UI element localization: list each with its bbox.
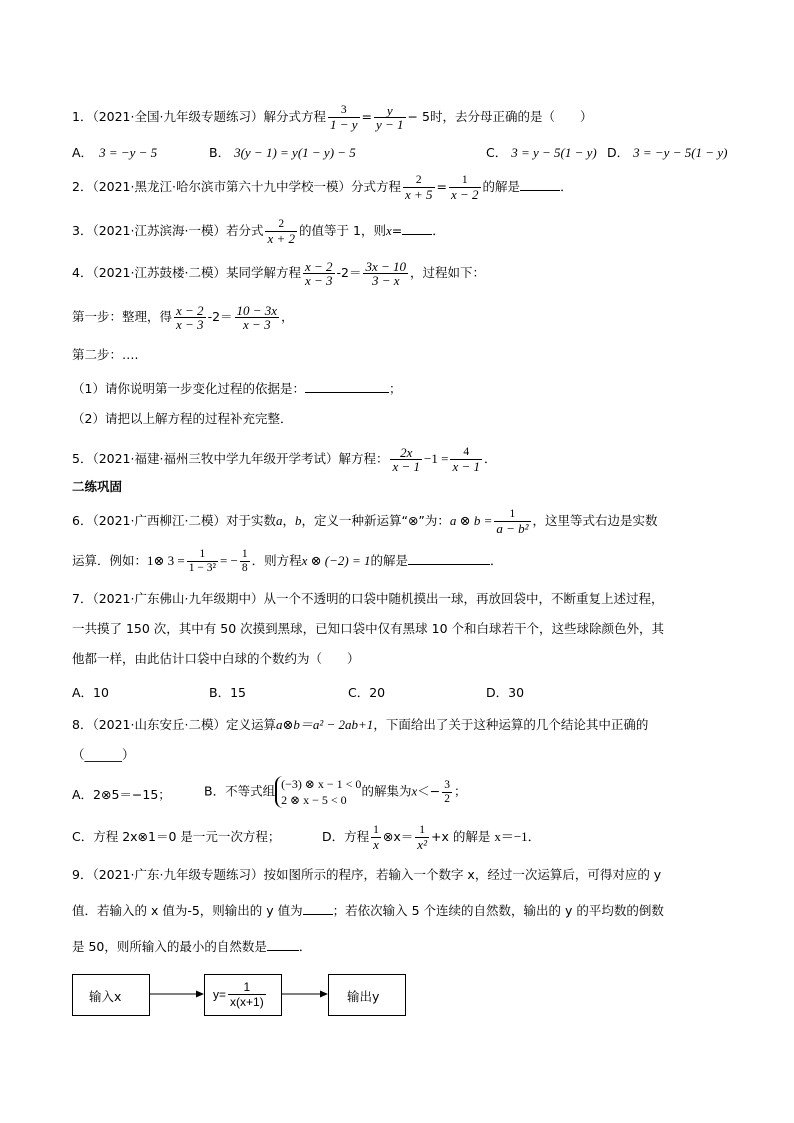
q6-line1: 6．（2021·广西柳江·二模）对于实数a，b，定义一种新运算“⊗”为：a ⊗ b = $\frac{1}{\text{a − b²}}$ ，这里等式右边是实数 [72,508,658,536]
flow-formula-frac: $\frac{1}{x(x+1)}$ [230,980,264,1009]
q7-option-d: D．30 [486,685,525,700]
q4-sub1-blank[interactable] [305,380,389,393]
q8-inequality-system: (−3) ⊗ x − 1 < 0 2 ⊗ x − 5 < 0 [275,776,361,808]
q2-frac-left: $\frac{2}{x + 5}$ [404,174,433,202]
q4-frac-right: $\frac{3x - 10}{3 - x}$ [365,259,407,288]
q8-option-b: B．不等式组 (−3) ⊗ x − 1 < 0 2 ⊗ x − 5 < 0 的解集为x＜− $\frac{3}{2}$ ； [204,777,467,807]
q4-frac-left: $\frac{x - 2}{x - 3}$ [304,259,333,288]
q8-option-d-frac2: $\frac{1}{\text{x²}}$ [417,824,427,852]
q8-option-c: C．方程 2x⊗1＝0 是一元一次方程； [72,829,281,844]
q8-option-d: D．方程 $\frac{1}{x}$ ⊗x＝ $\frac{1}{\text{x²}}$ +x 的解是 x＝−1． [322,824,541,852]
q1-option-b: B． 3(y − 1) = y(1 − y) − 5 [209,145,356,160]
q8-line2: （______） [72,747,135,762]
q9-line2: 值．若输入的 x 值为-5，则输出的 y 值为 ；若依次输入 5 个连续的自然数，输出的 y 的平均数的倒数 [72,903,664,918]
q5-frac-right: $\frac{4}{x - 1}$ [452,446,480,474]
q4-step1-frac-right: $\frac{10 - 3x}{x - 3}$ [236,303,278,332]
section-title: 二练巩固 [72,479,123,494]
q4-stem: 4．（2021·江苏鼓楼·二模）某同学解方程 $\frac{x - 2}{x - 3}$ -2＝ $\frac{3x - 10}{3 - x}$ ，过程如下： [72,259,486,288]
q4-step2: 第二步：…. [72,347,139,362]
q4-step1: 第一步：整理，得 $\frac{x - 2}{x - 3}$ -2＝ $\frac{10 - 3x}{x - 3}$ ， [72,303,294,332]
q6-example-frac: $\frac{1}{\text{1 − 3²}}$ [188,548,216,574]
q7-line3: 他都一样，由此估计口袋中白球的个数约为（ ） [72,651,360,666]
q4-sub2: （2）请把以上解方程的过程补充完整． [72,411,293,426]
q2-frac-right: $\frac{1}{x - 2}$ [451,174,479,202]
q2-answer-blank[interactable] [520,178,560,191]
q7-line2: 一共摸了 150 次，其中有 50 次摸到黑球，已知口袋中仅有黑球 10 个和白球若干个，这些球除颜色外，其 [72,621,665,636]
q5-stem: 5．（2021·福建·福州三牧中学九年级开学考试）解方程： $\frac{2x}{x - 1}$ −1 = $\frac{4}{x - 1}$ ． [72,445,497,474]
q3-answer-blank[interactable] [402,222,432,235]
q4-step1-frac-left: $\frac{x - 2}{x - 3}$ [176,303,204,332]
flow-output-box: 输出y [328,974,406,1016]
q1-option-d: D． 3 = −y − 5(1 − y) [607,145,728,160]
q9-answer-blank-1[interactable] [303,902,333,915]
q6-answer-blank[interactable] [408,552,490,565]
flow-formula-box: y= $\frac{1}{x(x+1)}$ [204,974,282,1016]
q7-option-c: C．20 [348,685,386,700]
q5-frac-left: $\frac{2x}{x - 1}$ [392,445,421,474]
q7-option-b: B．15 [209,685,246,700]
q1-frac-right: $\frac{y}{y - 1}$ [376,103,404,132]
q8-line1: 8．（2021·山东安丘·二模）定义运算a⊗b＝a² − 2ab+1，下面给出了关于这种运算的几个结论其中正确的 [72,717,649,732]
q1-option-a: A． 3 = −y − 5 [72,145,158,160]
q1-frac-left: $\frac{3}{1 - y}$ [329,104,358,132]
q7-line1: 7．（2021·广东佛山·九年级期中）从一个不透明的口袋中随机摸出一球，再放回袋中，不断重复上述过程， [72,591,664,606]
q8-option-b-frac: $\frac{3}{2}$ [444,778,450,805]
q6-def-frac: $\frac{1}{\text{a − b²}}$ [496,508,529,536]
q9-line3: 是 50，则所输入的最小的自然数是 ． [72,939,312,954]
flow-arrowhead-1 [196,991,204,998]
q1-stem: 1．（2021·全国·九年级专题练习）解分式方程 $\frac{3}{1 - y}$ = $\frac{y}{y - 1}$ − 5时，去分母正确的是（ ） [72,103,593,132]
q9-answer-blank-2[interactable] [267,938,299,951]
q6-example-result-frac: $\frac{1}{8}$ [241,548,248,574]
q1-option-c: C． 3 = y − 5(1 − y) [486,145,597,160]
q3-stem: 3．（2021·江苏滨海·一模）若分式 $\frac{2}{x + 2}$ 的值等于 1，则x= ． [72,218,445,246]
flow-arrowhead-2 [320,991,328,998]
q3-frac: $\frac{2}{x + 2}$ [267,218,296,246]
q6-line2: 运算．例如：1⊗ 3 = $\frac{1}{\text{1 − 3²}}$ = − $\frac{1}{8}$ ．则方程x ⊗ (−2) = 1的解是 ． [72,548,503,574]
q8-option-a: A．2⊗5＝−15； [72,787,171,802]
q2-stem: 2．（2021·黑龙江·哈尔滨市第六十九中学校一模）分式方程 $\frac{2}{x + 5}$ = $\frac{1}{x - 2}$ 的解是 ． [72,174,573,202]
q9-line1: 9．（2021·广东·九年级专题练习）按如图所示的程序，若输入一个数字 x，经过一次运算后，可得对应的 y [72,867,662,882]
q7-option-a: A．10 [72,685,109,700]
q8-option-d-frac1: $\frac{1}{x}$ [373,824,379,852]
q4-sub1: （1）请你说明第一步变化过程的依据是： ； [72,381,402,396]
flow-input-box: 输入x [72,974,150,1016]
